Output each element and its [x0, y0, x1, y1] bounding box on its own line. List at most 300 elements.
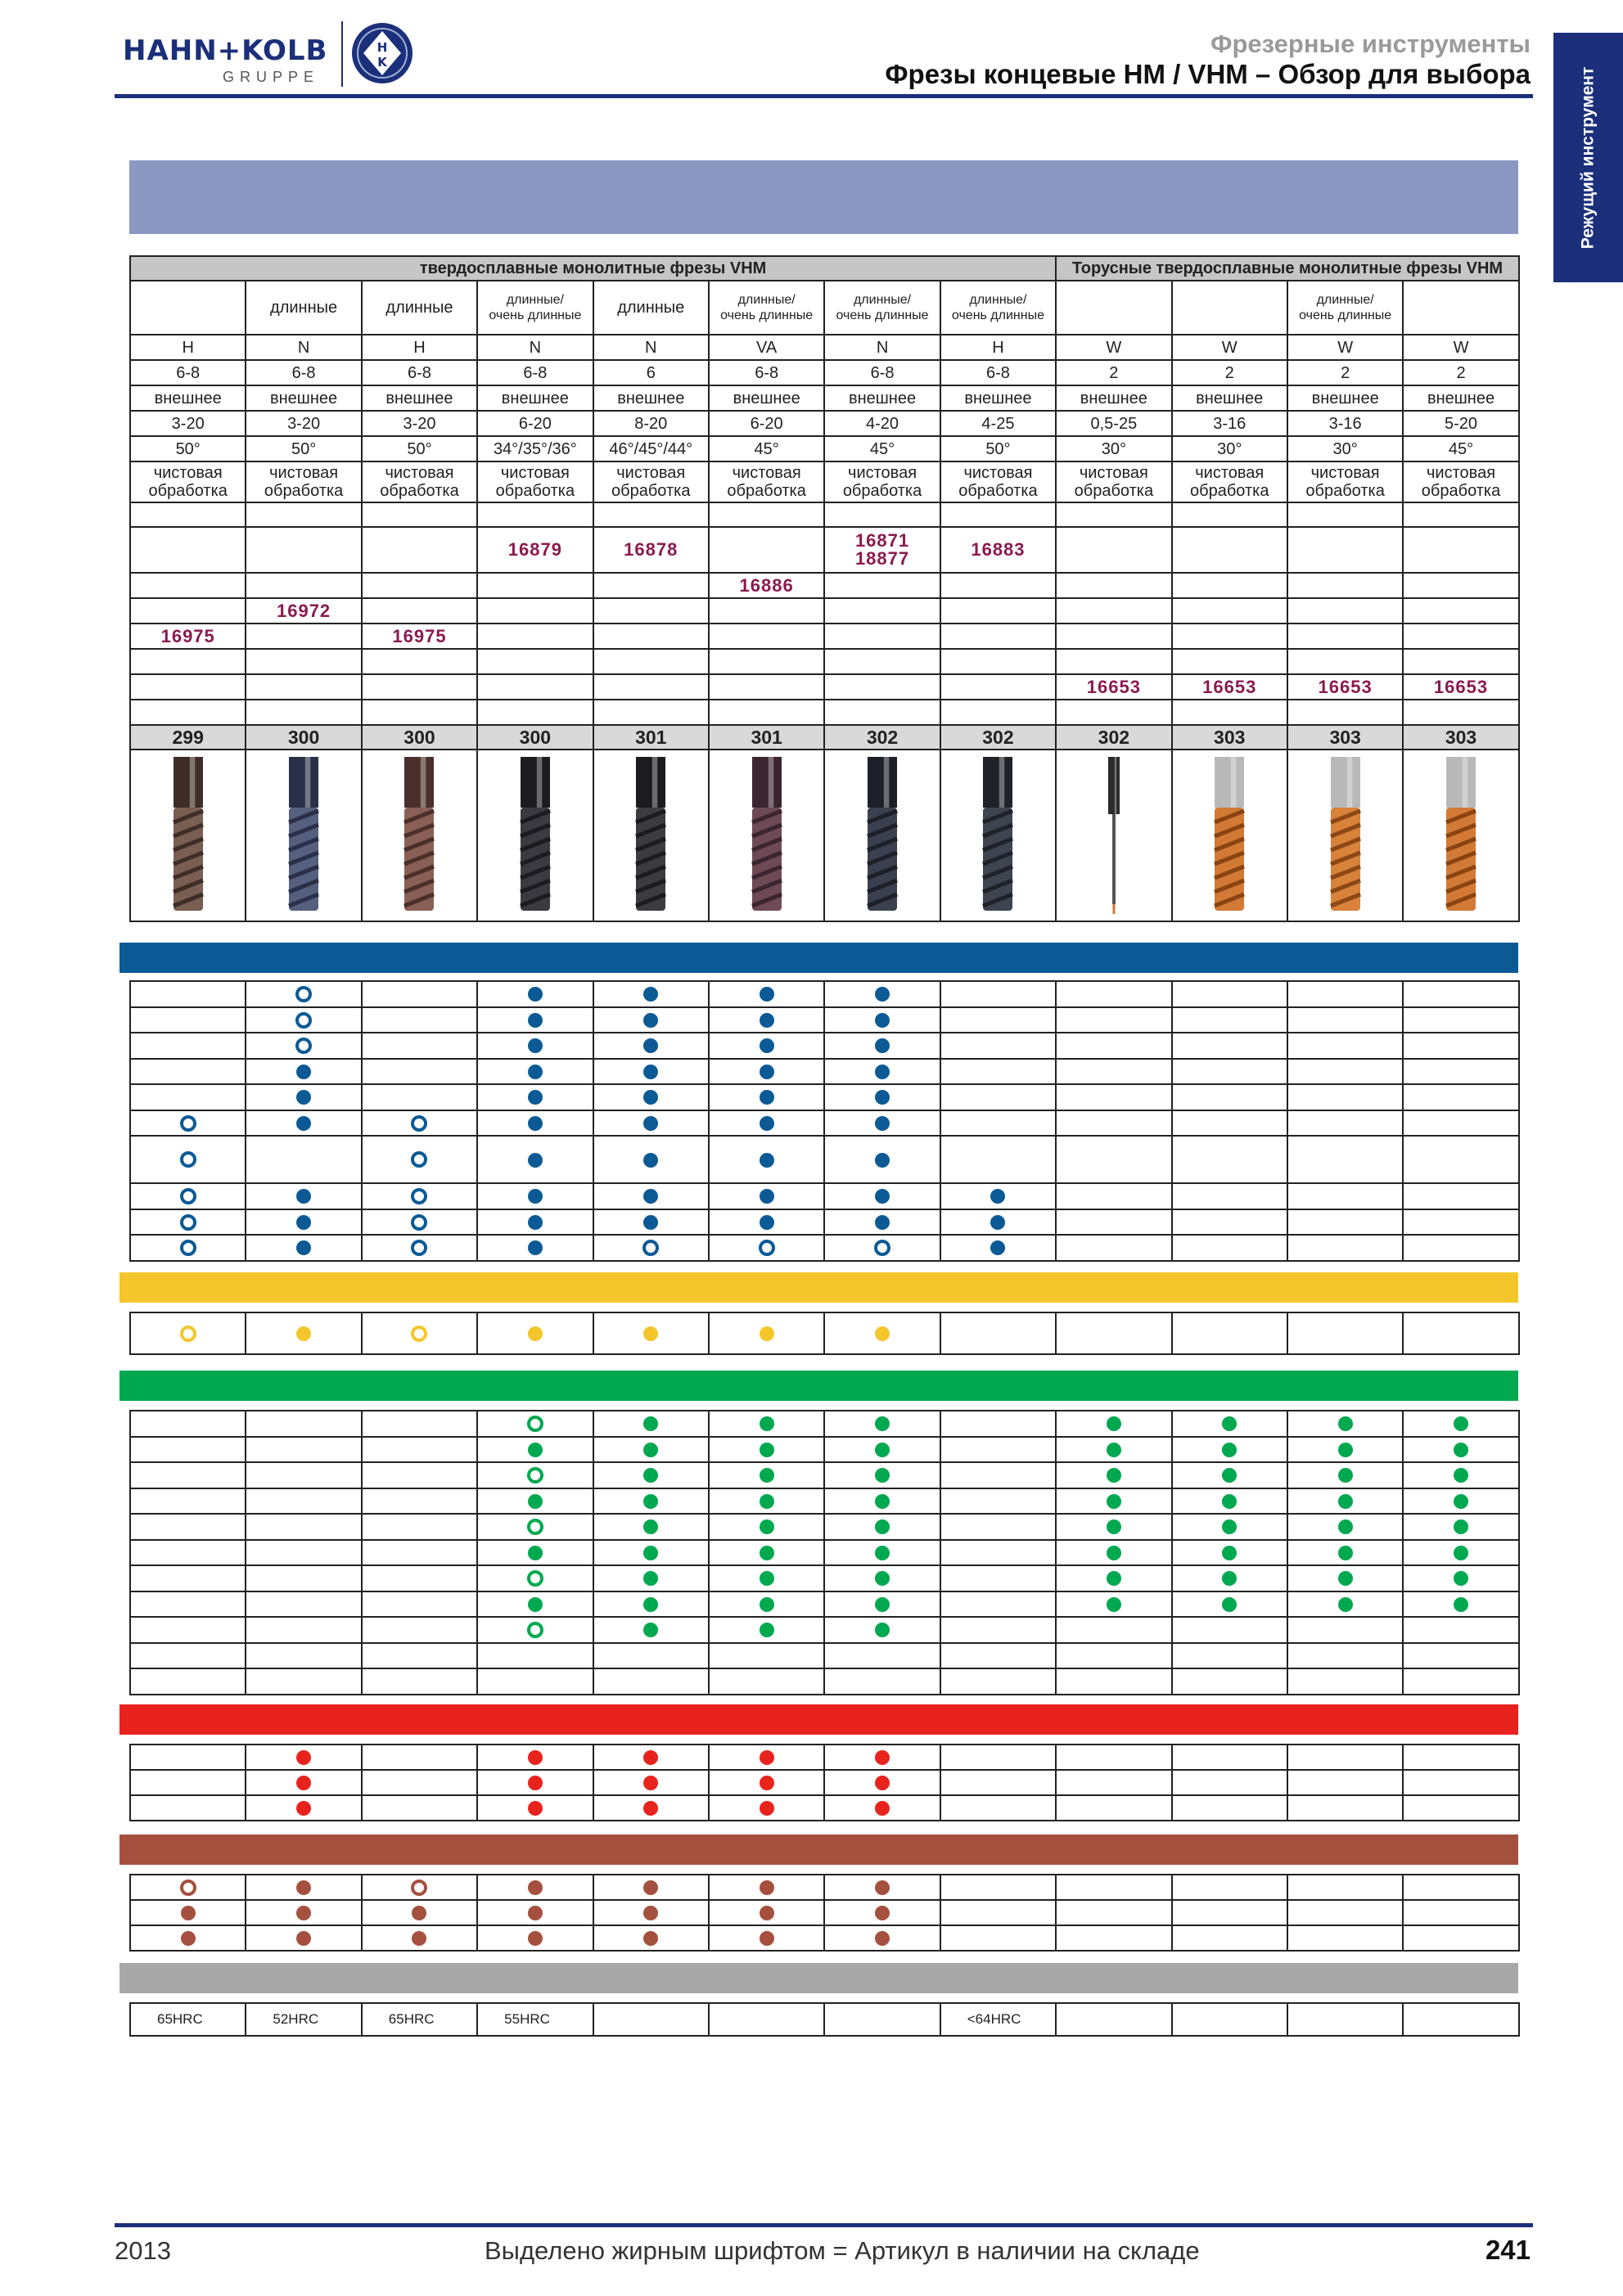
- operation-line-2: обработка: [1305, 482, 1385, 500]
- steel-cell: [709, 981, 824, 1007]
- length-cell: длинные/ очень длинные: [1287, 281, 1403, 335]
- steel-cell: [1172, 1235, 1287, 1261]
- operation-cell: [477, 461, 593, 502]
- filled-dot-icon: [875, 1189, 890, 1204]
- steel-cell: [593, 981, 709, 1007]
- open-ring-icon: [180, 1214, 196, 1231]
- article-number[interactable]: 16653: [1056, 674, 1171, 700]
- filled-dot-icon: [296, 1116, 311, 1131]
- steel-cell: [709, 1183, 824, 1209]
- stainless-cell: [1403, 1312, 1518, 1354]
- length-cell: длинные: [593, 281, 709, 335]
- catalog-page-link[interactable]: 302: [1056, 725, 1171, 750]
- filled-dot-icon: [296, 1065, 311, 1079]
- steel-cell: [362, 1183, 477, 1209]
- article-cell: [1403, 573, 1518, 598]
- filled-dot-icon: [296, 1906, 311, 1920]
- cast-iron-cell: [824, 1617, 940, 1643]
- filled-dot-icon: [643, 1519, 658, 1534]
- steel-cell: [1056, 1007, 1171, 1033]
- steel-cell: [477, 1059, 593, 1085]
- article-cell: [1172, 527, 1287, 573]
- operation-line-2: обработка: [1421, 482, 1501, 500]
- type-cell: W: [1287, 335, 1403, 360]
- article-cell: [362, 527, 477, 573]
- filled-dot-icon: [1222, 1546, 1237, 1560]
- catalog-page-link[interactable]: 300: [362, 725, 477, 750]
- cast-iron-cell: [709, 1668, 824, 1695]
- cast-iron-cell: [130, 1591, 246, 1618]
- filled-dot-icon: [528, 1801, 543, 1816]
- filled-dot-icon: [875, 1090, 890, 1105]
- filled-dot-icon: [528, 1240, 543, 1255]
- steel-cell: [130, 1084, 246, 1110]
- filled-dot-icon: [296, 1215, 311, 1230]
- catalog-page-link[interactable]: 299: [130, 725, 246, 750]
- article-cell: [824, 700, 940, 725]
- filled-dot-icon: [528, 1215, 543, 1230]
- filled-dot-icon: [760, 1546, 774, 1560]
- filled-dot-icon: [1222, 1494, 1237, 1509]
- cast-iron-cell: [940, 1643, 1056, 1669]
- cast-iron-cell: [130, 1540, 246, 1566]
- diameter-cell: 3-16: [1172, 411, 1287, 436]
- filled-dot-icon: [875, 987, 890, 1002]
- stainless-cell: [824, 1312, 940, 1354]
- catalog-page-link[interactable]: 303: [1403, 725, 1518, 750]
- end-mill-image: [390, 754, 448, 917]
- special-alloys-cell: [940, 1875, 1056, 1900]
- special-alloys-cell: [1056, 1875, 1171, 1900]
- cast-iron-cell: [130, 1411, 246, 1437]
- operation-line-1: чистовая: [616, 464, 686, 482]
- article-cell: [1172, 502, 1287, 527]
- article-number[interactable]: 16653: [1172, 674, 1287, 700]
- catalog-page-link[interactable]: 300: [246, 725, 361, 750]
- flutes-cell: 6-8: [709, 360, 824, 385]
- cast-iron-cell: [1172, 1591, 1287, 1618]
- special-alloys-cell: [362, 1925, 477, 1951]
- steel-cell: [709, 1007, 824, 1033]
- article-cell: [940, 649, 1056, 674]
- cast-iron-cell: [1403, 1411, 1518, 1437]
- article-number[interactable]: 16879: [477, 527, 593, 573]
- non-ferrous-cell: [362, 1745, 477, 1770]
- filled-dot-icon: [1454, 1494, 1468, 1509]
- article-cell: [1403, 598, 1518, 624]
- filled-dot-icon: [643, 1416, 658, 1431]
- article-cell: [824, 502, 940, 527]
- coolant-cell: внешнее: [362, 385, 477, 411]
- article-cell: [246, 674, 361, 700]
- cast-iron-cell: [593, 1514, 709, 1540]
- article-cell: [130, 598, 246, 624]
- non-ferrous-cell: [593, 1770, 709, 1795]
- steel-cell: [477, 1033, 593, 1059]
- cast-iron-cell: [362, 1565, 477, 1591]
- hardened-cell: 55HRC: [477, 2003, 593, 2036]
- filled-dot-icon: [1338, 1416, 1353, 1431]
- filled-dot-icon: [1338, 1443, 1353, 1457]
- steel-cell: [362, 1033, 477, 1059]
- article-number[interactable]: 16871 18877: [824, 527, 940, 573]
- article-cell: [477, 674, 593, 700]
- steel-cell: [1287, 1209, 1403, 1236]
- cast-iron-cell: [709, 1540, 824, 1566]
- coolant-cell: внешнее: [940, 385, 1056, 411]
- special-alloys-cell: [362, 1875, 477, 1900]
- operation-line-1: чистовая: [500, 464, 570, 482]
- steel-cell: [477, 1209, 593, 1236]
- cast-iron-cell: [824, 1565, 940, 1591]
- flutes-cell: 6-8: [477, 360, 593, 385]
- steel-cell: [477, 1235, 593, 1261]
- cast-iron-cell: [477, 1462, 593, 1488]
- filled-dot-icon: [760, 1013, 774, 1028]
- diameter-cell: 4-25: [940, 411, 1056, 436]
- cast-iron-cell: [246, 1591, 361, 1618]
- open-ring-icon: [180, 1326, 196, 1342]
- cast-iron-cell: [824, 1643, 940, 1669]
- flutes-cell: 6-8: [824, 360, 940, 385]
- cast-iron-cell: [1403, 1617, 1518, 1643]
- article-number[interactable]: 16653: [1403, 674, 1518, 700]
- operation-line-1: чистовая: [1079, 464, 1148, 482]
- type-cell: W: [1172, 335, 1287, 360]
- steel-cell: [130, 1110, 246, 1137]
- operation-cell: [824, 461, 940, 502]
- filled-dot-icon: [990, 1189, 1005, 1204]
- tool-image-cell: [1403, 750, 1518, 921]
- hardened-cell: 65HRC: [130, 2003, 246, 2036]
- cast-iron-cell: [362, 1488, 477, 1515]
- cast-iron-cell: [1403, 1488, 1518, 1515]
- cast-iron-cell: [593, 1565, 709, 1591]
- article-cell: [824, 573, 940, 598]
- filled-dot-icon: [1338, 1597, 1353, 1612]
- cast-iron-cell: [362, 1437, 477, 1463]
- operation-cell: [1172, 461, 1287, 502]
- non-ferrous-cell: [1287, 1745, 1403, 1770]
- group-header-torus: Торусные твердосплавные монолитные фрезы VHM: [1056, 256, 1519, 281]
- filled-dot-icon: [875, 1546, 890, 1560]
- filled-dot-icon: [1222, 1443, 1237, 1457]
- cast-iron-cell: [593, 1411, 709, 1437]
- steel-cell: [709, 1059, 824, 1085]
- steel-cell: [1287, 1059, 1403, 1085]
- steel-cell: [709, 1084, 824, 1110]
- non-ferrous-cell: [1403, 1770, 1518, 1795]
- article-number[interactable]: 16975: [362, 624, 477, 649]
- steel-cell: [362, 1110, 477, 1137]
- cast-iron-cell: [593, 1540, 709, 1566]
- catalog-page-link[interactable]: 303: [1287, 725, 1403, 750]
- steel-cell: [1287, 1033, 1403, 1059]
- cast-iron-cell: [824, 1591, 940, 1618]
- catalog-page-link[interactable]: 303: [1172, 725, 1287, 750]
- cast-iron-cell: [246, 1488, 361, 1515]
- hardened-cell: [824, 2003, 940, 2036]
- catalog-page-link[interactable]: 301: [593, 725, 709, 750]
- special-alloys-cell: [709, 1925, 824, 1951]
- filled-dot-icon: [990, 1215, 1005, 1230]
- filled-dot-icon: [528, 1546, 543, 1560]
- operation-line-1: чистовая: [963, 464, 1033, 482]
- article-cell: [1056, 502, 1171, 527]
- operation-cell: [1403, 461, 1518, 502]
- filled-dot-icon: [296, 1801, 311, 1816]
- open-ring-icon: [527, 1519, 543, 1535]
- cast-iron-cell: [593, 1462, 709, 1488]
- article-cell: [130, 674, 246, 700]
- cast-iron-cell: [1287, 1437, 1403, 1463]
- end-mill-image: [275, 754, 332, 917]
- operation-cell: [940, 461, 1056, 502]
- special-alloys-cell: [1403, 1875, 1518, 1900]
- stainless-cell: [593, 1312, 709, 1354]
- steel-cell: [246, 1033, 361, 1059]
- cast-iron-cell: [130, 1565, 246, 1591]
- filled-dot-icon: [1454, 1546, 1468, 1560]
- article-number[interactable]: 16878: [593, 527, 709, 573]
- diameter-cell: 3-20: [246, 411, 361, 436]
- steel-cell: [1172, 981, 1287, 1007]
- article-cell: [593, 649, 709, 674]
- cast-iron-cell: [362, 1411, 477, 1437]
- filled-dot-icon: [875, 1468, 890, 1483]
- special-alloys-cell: [593, 1925, 709, 1951]
- cast-iron-cell: [246, 1411, 361, 1437]
- cast-iron-cell: [709, 1462, 824, 1488]
- cast-iron-cell: [1172, 1411, 1287, 1437]
- article-cell: [709, 649, 824, 674]
- filled-dot-icon: [1222, 1571, 1237, 1586]
- cast-iron-cell: [477, 1668, 593, 1695]
- steel-cell: [593, 1033, 709, 1059]
- diameter-cell: 6-20: [477, 411, 593, 436]
- article-cell: [362, 700, 477, 725]
- operation-line-2: обработка: [495, 482, 575, 500]
- tool-image-cell: [477, 750, 593, 921]
- filled-dot-icon: [1107, 1546, 1121, 1560]
- hardened-cell: [1403, 2003, 1518, 2036]
- steel-cell: [940, 1059, 1056, 1085]
- filled-dot-icon: [1338, 1546, 1353, 1560]
- article-cell: [940, 573, 1056, 598]
- steel-cell: [1287, 1084, 1403, 1110]
- article-number[interactable]: 16883: [940, 527, 1056, 573]
- special-alloys-band: [119, 1835, 1518, 1865]
- end-mill-image: [1201, 754, 1258, 917]
- filled-dot-icon: [643, 1750, 658, 1765]
- hardened-cell: [593, 2003, 709, 2036]
- end-mill-image: [507, 754, 564, 917]
- special-alloys-cell: [246, 1900, 361, 1925]
- filled-dot-icon: [296, 1776, 311, 1790]
- header-color-band: [129, 160, 1518, 234]
- filled-dot-icon: [760, 1090, 774, 1105]
- cast-iron-cell: [130, 1462, 246, 1488]
- end-mill-image: [160, 754, 217, 917]
- article-cell: [593, 573, 709, 598]
- cast-iron-cell: [709, 1488, 824, 1515]
- filled-dot-icon: [643, 1880, 658, 1895]
- steel-cell: [1172, 1084, 1287, 1110]
- filled-dot-icon: [875, 1906, 890, 1920]
- non-ferrous-cell: [246, 1745, 361, 1770]
- special-alloys-cell: [362, 1900, 477, 1925]
- stainless-cell: [1287, 1312, 1403, 1354]
- non-ferrous-cell: [940, 1745, 1056, 1770]
- filled-dot-icon: [1222, 1416, 1237, 1431]
- cast-iron-cell: [940, 1617, 1056, 1643]
- filled-dot-icon: [760, 1623, 774, 1637]
- filled-dot-icon: [1338, 1468, 1353, 1483]
- cast-iron-cell: [824, 1514, 940, 1540]
- length-cell: длинные/ очень длинные: [940, 281, 1056, 335]
- operation-cell: [1056, 461, 1171, 502]
- article-number[interactable]: 16653: [1287, 674, 1403, 700]
- cast-iron-cell: [824, 1462, 940, 1488]
- special-alloys-cell: [1172, 1875, 1287, 1900]
- tool-image-cell: [362, 750, 477, 921]
- non-ferrous-cell: [1056, 1770, 1171, 1795]
- type-cell: W: [1056, 335, 1171, 360]
- special-alloys-cell: [1172, 1900, 1287, 1925]
- tool-image-cell: [940, 750, 1056, 921]
- article-number[interactable]: 16975: [130, 624, 246, 649]
- steel-cell: [246, 1084, 361, 1110]
- filled-dot-icon: [643, 1571, 658, 1586]
- filled-dot-icon: [528, 1153, 543, 1168]
- steel-cell: [362, 1084, 477, 1110]
- operation-line-2: обработка: [264, 482, 344, 500]
- coolant-cell: внешнее: [1287, 385, 1403, 411]
- cast-iron-cell: [1403, 1565, 1518, 1591]
- cast-iron-cell: [477, 1643, 593, 1669]
- type-cell: N: [246, 335, 361, 360]
- catalog-page-link[interactable]: 302: [940, 725, 1056, 750]
- article-cell: [1403, 700, 1518, 725]
- steel-cell: [1403, 1183, 1518, 1209]
- steel-cell: [246, 1235, 361, 1261]
- filled-dot-icon: [760, 1750, 774, 1765]
- filled-dot-icon: [875, 1750, 890, 1765]
- steel-cell: [1056, 1033, 1171, 1059]
- non-ferrous-cell: [130, 1795, 246, 1821]
- page-title: Фрезы концевые HM / VHM – Обзор для выбора: [885, 59, 1531, 89]
- open-ring-icon: [180, 1240, 196, 1256]
- steel-cell: [246, 1136, 361, 1183]
- article-cell: [709, 527, 824, 573]
- article-number[interactable]: 16972: [246, 598, 361, 624]
- cast-iron-cell: [130, 1437, 246, 1463]
- filled-dot-icon: [528, 1065, 543, 1079]
- cast-iron-cell: [1172, 1643, 1287, 1669]
- helix-angle-cell: 30°: [1287, 436, 1403, 461]
- steel-cell: [362, 1136, 477, 1183]
- filled-dot-icon: [875, 1215, 890, 1230]
- cast-iron-cell: [1403, 1437, 1518, 1463]
- filled-dot-icon: [1222, 1597, 1237, 1612]
- catalog-page-link[interactable]: 302: [824, 725, 940, 750]
- steel-band: [119, 943, 1518, 973]
- cast-iron-cell: [246, 1668, 361, 1695]
- article-cell: [1172, 624, 1287, 649]
- cast-iron-cell: [1287, 1591, 1403, 1618]
- cast-iron-cell: [593, 1643, 709, 1669]
- diameter-cell: 3-20: [130, 411, 246, 436]
- cast-iron-cell: [1172, 1540, 1287, 1566]
- filled-dot-icon: [875, 1801, 890, 1816]
- filled-dot-icon: [1107, 1571, 1121, 1586]
- article-cell: [1172, 700, 1287, 725]
- coolant-cell: внешнее: [246, 385, 361, 411]
- cast-iron-cell: [362, 1540, 477, 1566]
- article-cell: [709, 674, 824, 700]
- cast-iron-cell: [477, 1565, 593, 1591]
- side-tab-label-wrap: [1553, 33, 1623, 282]
- steel-cell: [1172, 1209, 1287, 1236]
- length-cell: [130, 281, 246, 335]
- hardened-cell: <64HRC: [940, 2003, 1056, 2036]
- cast-iron-cell: [940, 1514, 1056, 1540]
- hardened-cell: 52HRC: [246, 2003, 361, 2036]
- article-cell: [593, 700, 709, 725]
- filled-dot-icon: [643, 1776, 658, 1790]
- catalog-page-link[interactable]: 301: [709, 725, 824, 750]
- open-ring-icon: [527, 1622, 543, 1638]
- cast-iron-cell: [1172, 1488, 1287, 1515]
- catalog-page-link[interactable]: 300: [477, 725, 593, 750]
- operation-cell: [362, 461, 477, 502]
- coolant-cell: внешнее: [593, 385, 709, 411]
- operation-line-2: обработка: [1190, 482, 1269, 500]
- cast-iron-cell: [1287, 1488, 1403, 1515]
- steel-cell: [940, 1033, 1056, 1059]
- article-number[interactable]: 16886: [709, 573, 824, 598]
- operation-line-1: чистовая: [1310, 464, 1380, 482]
- steel-cell: [1056, 1059, 1171, 1085]
- filled-dot-icon: [760, 1906, 774, 1920]
- filled-dot-icon: [875, 1065, 890, 1079]
- operation-cell: [593, 461, 709, 502]
- special-alloys-cell: [940, 1925, 1056, 1951]
- filled-dot-icon: [760, 1153, 774, 1168]
- open-ring-icon: [411, 1115, 427, 1132]
- operation-line-1: чистовая: [153, 464, 223, 482]
- filled-dot-icon: [1454, 1597, 1468, 1612]
- filled-dot-icon: [1222, 1519, 1237, 1534]
- steel-cell: [362, 1209, 477, 1236]
- steel-cell: [940, 981, 1056, 1007]
- cast-iron-cell: [709, 1617, 824, 1643]
- article-cell: [709, 598, 824, 624]
- tool-image-cell: [1172, 750, 1287, 921]
- filled-dot-icon: [643, 1494, 658, 1509]
- cast-iron-cell: [709, 1591, 824, 1618]
- steel-cell: [940, 1136, 1056, 1183]
- filled-dot-icon: [760, 1443, 774, 1457]
- helix-angle-cell: 50°: [362, 436, 477, 461]
- steel-cell: [593, 1007, 709, 1033]
- operation-line-1: чистовая: [732, 464, 801, 482]
- steel-cell: [1056, 1136, 1171, 1183]
- filled-dot-icon: [1107, 1443, 1121, 1457]
- tool-image-cell: [709, 750, 824, 921]
- filled-dot-icon: [528, 1013, 543, 1028]
- filled-dot-icon: [528, 1906, 543, 1920]
